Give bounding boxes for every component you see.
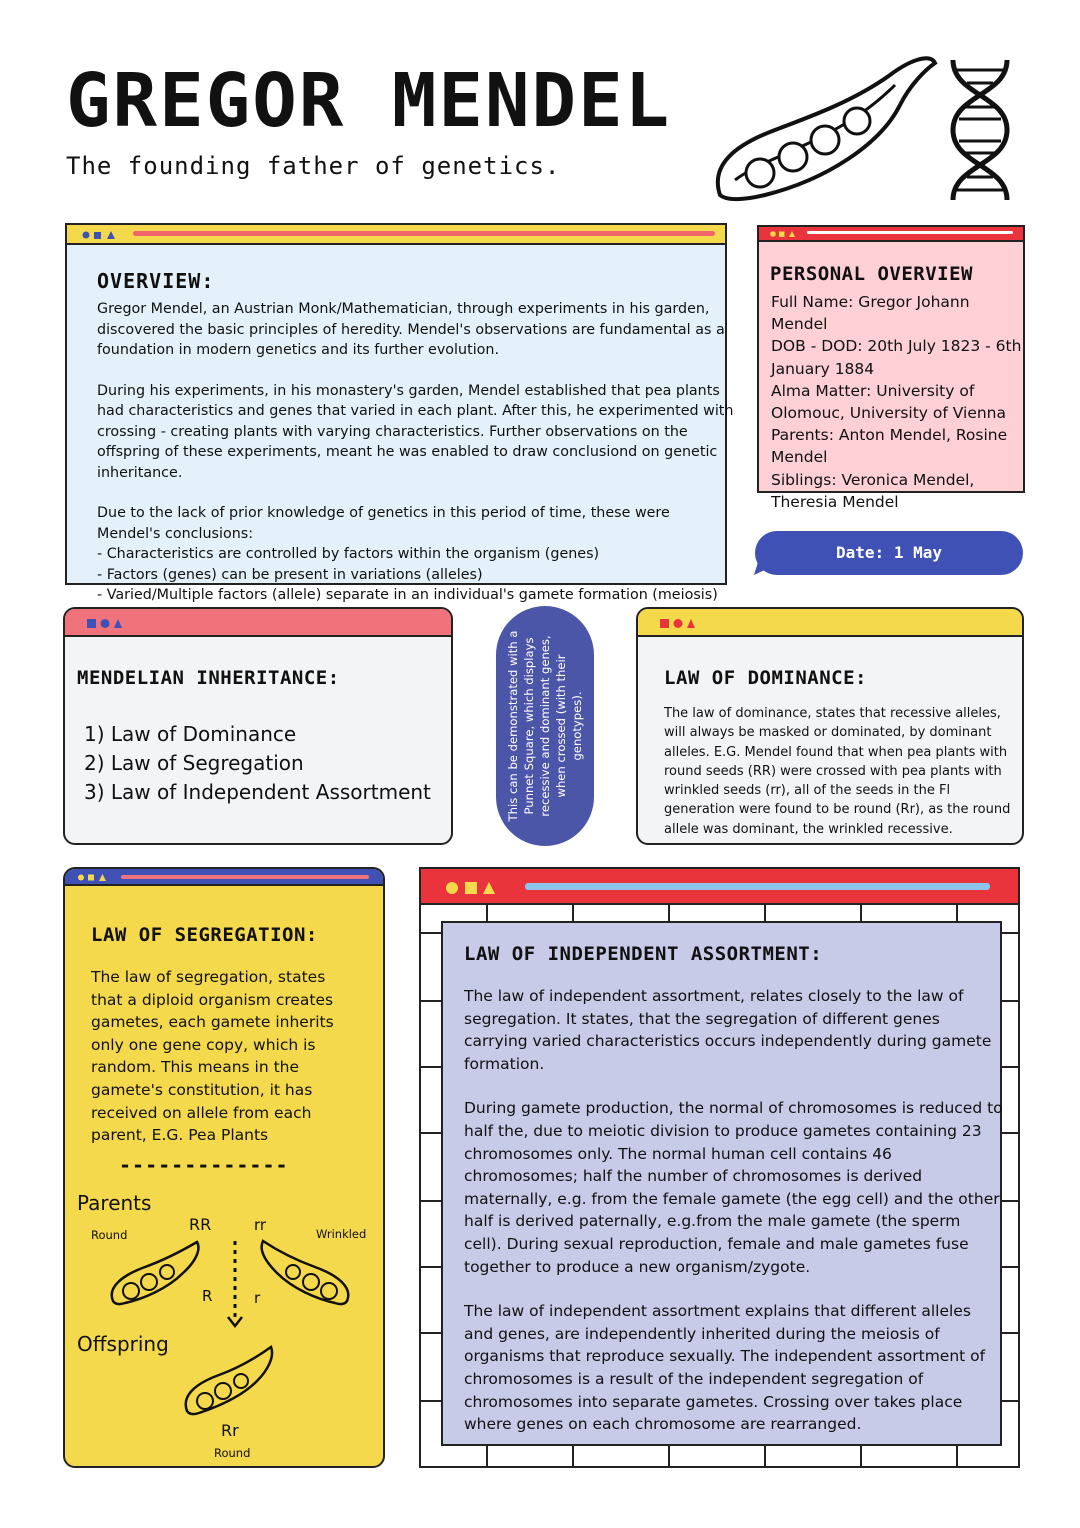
page-subtitle: The founding father of genetics. — [66, 152, 561, 180]
overview-paragraph: During his experiments, in his monastery's garden, Mendel established that pea plants had characteristics and genes that varied in each plant. After this, he experimented with crossing - creating plants with varying characteristics. Further observations on the offspring of these experiments, meant he was enabled to draw conclusiond on genetic inheritance. — [97, 382, 734, 481]
independent-line: half is derived paternally, e.g.from the male gamete (the sperm — [464, 1212, 961, 1231]
round-label: Round — [91, 1228, 128, 1242]
list-item: 1) Law of Dominance — [84, 722, 297, 746]
independent-line: chromosomes only. The normal human cell contains 46 — [464, 1144, 892, 1163]
overview-card-bar — [67, 225, 725, 245]
genotype-rr-dominant: RR — [189, 1215, 212, 1234]
dna-helix-icon — [945, 55, 1015, 205]
independent-line: half the, due to meiotic division to produce gametes containing 23 — [464, 1121, 982, 1140]
genotype-rr-hybrid: Rr — [221, 1421, 239, 1440]
segregation-line: gamete's constitution, it has — [91, 1080, 313, 1099]
window-controls-icon — [87, 618, 129, 630]
segregation-line: only one gene copy, which is — [91, 1035, 316, 1054]
inheritance-list — [84, 720, 431, 807]
dominance-line: round seeds (RR) were crossed with pea plants with — [664, 763, 1002, 779]
independent-frame-bar — [421, 869, 1018, 905]
speech-tail-icon — [754, 562, 770, 576]
parents-label: Parents — [77, 1191, 152, 1215]
date-badge: Date: 1 May — [755, 531, 1023, 575]
segregation-line: random. This means in the — [91, 1058, 300, 1077]
punnet-note — [505, 616, 585, 836]
bar-line — [525, 883, 990, 890]
segregation-line: that a diploid organism creates — [91, 990, 334, 1009]
window-controls-icon — [81, 230, 121, 240]
segregation-line: gametes, each gamete inherits — [91, 1013, 334, 1032]
allele-r-recessive: r — [254, 1289, 261, 1307]
overview-list-item: - Factors (genes) can be present in variations (alleles) — [97, 566, 483, 583]
independent-line: cell). During sexual reproduction, female and male gametes fuse — [464, 1234, 969, 1253]
personal-heading: PERSONAL OVERVIEW — [770, 263, 973, 285]
dominance-line: generation were found to be round (Rr), as the round — [664, 802, 1011, 818]
personal-line: Mendel — [771, 315, 828, 334]
overview-list-item: - Varied/Multiple factors (allele) separate in an individual's gamete formation (meiosis) — [97, 587, 718, 603]
dash-divider: ------------- — [119, 1153, 289, 1177]
independent-line: segregation. It states, that the segregation of different genes — [464, 1009, 940, 1028]
personal-details — [771, 291, 1033, 513]
segregation-card — [63, 867, 385, 1468]
personal-line: Siblings: Veronica Mendel, — [771, 470, 975, 489]
personal-line: Mendel — [771, 448, 828, 467]
genotype-rr-recessive: rr — [254, 1216, 267, 1234]
independent-line: During gamete production, the normal of chromosomes is reduced to — [464, 1099, 1003, 1118]
overview-heading: OVERVIEW: — [97, 269, 215, 293]
independent-line: formation. — [464, 1054, 545, 1073]
independent-line: and genes, are independently inherited during the meiosis of — [464, 1324, 940, 1343]
list-item: 2) Law of Segregation — [84, 751, 304, 775]
pea-pod-icon — [705, 45, 945, 205]
bar-line — [133, 231, 715, 236]
overview-paragraph: Gregor Mendel, an Austrian Monk/Mathematician, through experiments in his garden, discovered the basic principles of heredity. Mendel's observations are fundamental as a foundation in modern genetics and its further evolution. — [97, 301, 725, 358]
segregation-heading: LAW OF SEGREGATION: — [91, 924, 318, 946]
independent-card — [441, 921, 1002, 1446]
overview-card — [65, 223, 734, 603]
pill-line: Punnet Square, which displays — [522, 637, 536, 815]
inheritance-card — [63, 607, 453, 845]
independent-line: together to produce a new organism/zygote. — [464, 1257, 811, 1276]
independent-frame — [419, 867, 1020, 1468]
independent-line: chromosomes is a result of the independent segregation of — [464, 1369, 924, 1388]
segregation-body — [91, 966, 385, 1147]
round-label-offspring: Round — [214, 1446, 251, 1460]
page-title: GREGOR MENDEL — [66, 58, 672, 144]
dominance-body — [664, 704, 1024, 839]
personal-line: Parents: Anton Mendel, Rosine — [771, 426, 1008, 445]
window-controls-icon — [660, 618, 702, 630]
list-item: 3) Law of Independent Assortment — [84, 780, 431, 804]
dominance-line: wrinkled seeds (rr), all of the seeds in the Fl — [664, 783, 951, 799]
dominance-line: will always be masked or dominated, by dominant — [664, 725, 992, 741]
pill-line: recessive and dominant genes, — [538, 635, 552, 817]
dominance-heading: LAW OF DOMINANCE: — [664, 667, 867, 689]
pill-line: This can be demonstrated with a — [506, 630, 520, 822]
bar-line — [807, 231, 1013, 234]
independent-line: chromosomes into separate gametes. Crossing over takes place — [464, 1392, 963, 1411]
dominance-line: The law of dominance, states that recessive alleles, — [664, 706, 1001, 721]
overview-body — [97, 299, 737, 606]
dominance-line: allele was dominant, the wrinkled recessive. — [664, 821, 953, 837]
independent-line: organisms that reproduce sexually. The independent assortment of — [464, 1347, 986, 1366]
pea-pod-icon — [105, 1239, 205, 1307]
segregation-line: The law of segregation, states — [91, 968, 326, 986]
overview-paragraph: Due to the lack of prior knowledge of genetics in this period of time, these were Mendel's conclusions: — [97, 505, 670, 542]
independent-line: where genes on each chromosome are rearranged. — [464, 1415, 862, 1434]
allele-r-dominant: R — [202, 1287, 213, 1305]
independent-line: The law of independent assortment explains that different alleles — [464, 1302, 971, 1321]
window-controls-icon — [445, 880, 505, 896]
pill-line: when crossed (with their — [554, 654, 568, 798]
personal-line: Theresia Mendel — [771, 492, 899, 511]
independent-line: chromosomes; half the number of chromosomes is derived — [464, 1167, 923, 1186]
inheritance-heading: MENDELIAN INHERITANCE: — [77, 667, 340, 689]
punnet-note-pill — [496, 606, 594, 846]
independent-line: The law of independent assortment, relates closely to the law of — [464, 987, 964, 1005]
offspring-label: Offspring — [77, 1332, 169, 1356]
personal-line: DOB - DOD: 20th July 1823 - 6th — [771, 337, 1022, 356]
independent-body — [464, 985, 1004, 1436]
pea-pod-icon — [255, 1237, 355, 1307]
segregation-line: received on allele from each — [91, 1103, 312, 1122]
dominance-card — [636, 607, 1024, 845]
independent-line: carrying varied characteristics occurs independently during gamete — [464, 1032, 992, 1051]
personal-line: January 1884 — [771, 359, 875, 378]
pill-line: genotypes). — [570, 691, 584, 761]
personal-line: Olomouc, University of Vienna — [771, 404, 1007, 423]
segregation-card-bar — [65, 869, 383, 886]
down-arrow-icon — [225, 1239, 245, 1331]
dominance-card-bar — [638, 609, 1022, 637]
personal-card-bar — [759, 227, 1023, 242]
personal-overview-card — [757, 225, 1025, 511]
pea-pod-icon — [181, 1345, 277, 1417]
inheritance-card-bar — [65, 609, 451, 637]
window-controls-icon — [77, 873, 111, 882]
independent-line: maternally, e.g. from the female gamete (the egg cell) and the other — [464, 1189, 1000, 1208]
personal-line: Alma Matter: University of — [771, 381, 975, 400]
window-controls-icon — [769, 230, 799, 238]
wrinkled-label: Wrinkled — [316, 1227, 367, 1241]
bar-line — [121, 875, 369, 879]
dominance-line: alleles. E.G. Mendel found that when pea plants with — [664, 744, 1008, 760]
independent-heading: LAW OF INDEPENDENT ASSORTMENT: — [464, 943, 823, 965]
personal-line: Full Name: Gregor Johann — [771, 293, 970, 311]
overview-list-item: - Characteristics are controlled by factors within the organism (genes) — [97, 546, 600, 562]
segregation-line: parent, E.G. Pea Plants — [91, 1126, 269, 1145]
